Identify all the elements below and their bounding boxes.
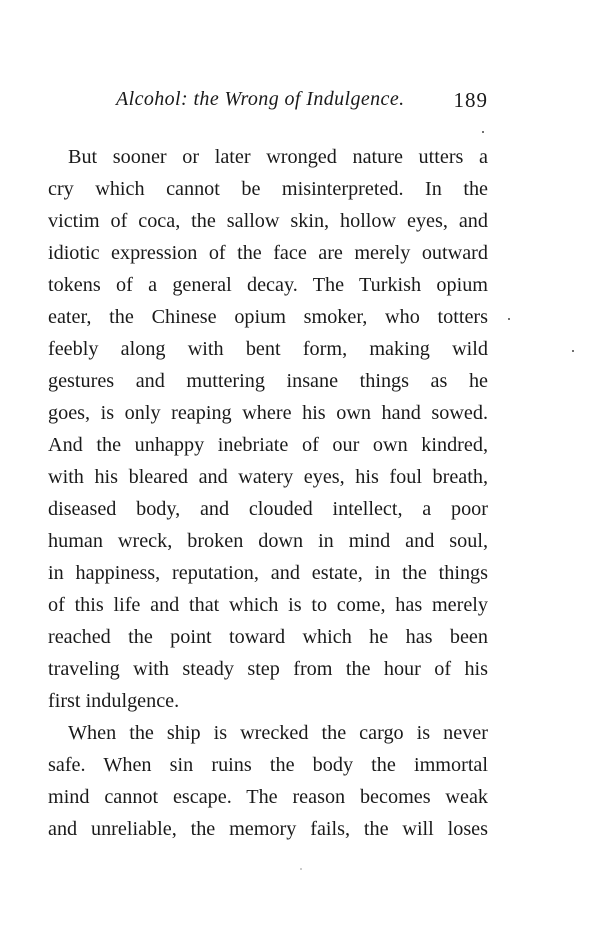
text-line: feebly along with bent form, making wild	[48, 338, 488, 360]
text-line: cry which cannot be misinterpreted. In the	[48, 178, 488, 200]
text-line: reached the point toward which he has been	[48, 626, 488, 648]
text-line: safe. When sin ruins the body the immortal	[48, 754, 488, 776]
text-line: traveling with steady step from the hour of his	[48, 658, 488, 680]
print-speck	[482, 131, 484, 133]
print-speck	[300, 868, 302, 870]
text-line: in happiness, reputation, and estate, in the things	[48, 562, 488, 584]
running-title: Alcohol: the Wrong of Indulgence.	[116, 88, 405, 110]
text-line: first indulgence.	[48, 690, 180, 712]
running-head	[48, 88, 488, 120]
body-text	[48, 141, 488, 845]
text-line: victim of coca, the sallow skin, hollow eyes, and	[48, 210, 488, 232]
print-speck	[508, 318, 510, 320]
text-line: But sooner or later wronged nature utters a	[68, 146, 488, 168]
text-line: And the unhappy inebriate of our own kindred,	[48, 434, 488, 456]
text-line: and unreliable, the memory fails, the will loses	[48, 818, 488, 840]
text-line: of this life and that which is to come, has merely	[48, 594, 488, 616]
text-line: mind cannot escape. The reason becomes weak	[48, 786, 488, 808]
text-line: tokens of a general decay. The Turkish opium	[48, 274, 488, 296]
page-number: 189	[453, 88, 488, 112]
text-line: gestures and muttering insane things as he	[48, 370, 488, 392]
text-line: eater, the Chinese opium smoker, who totters	[48, 306, 488, 328]
print-speck	[572, 350, 574, 352]
text-line: with his bleared and watery eyes, his foul breath,	[48, 466, 488, 488]
text-line: goes, is only reaping where his own hand sowed.	[48, 402, 488, 424]
text-line: human wreck, broken down in mind and soul,	[48, 530, 488, 552]
text-line: idiotic expression of the face are merely outward	[48, 242, 488, 264]
text-line: When the ship is wrecked the cargo is never	[68, 722, 488, 744]
text-line: diseased body, and clouded intellect, a poor	[48, 498, 488, 520]
